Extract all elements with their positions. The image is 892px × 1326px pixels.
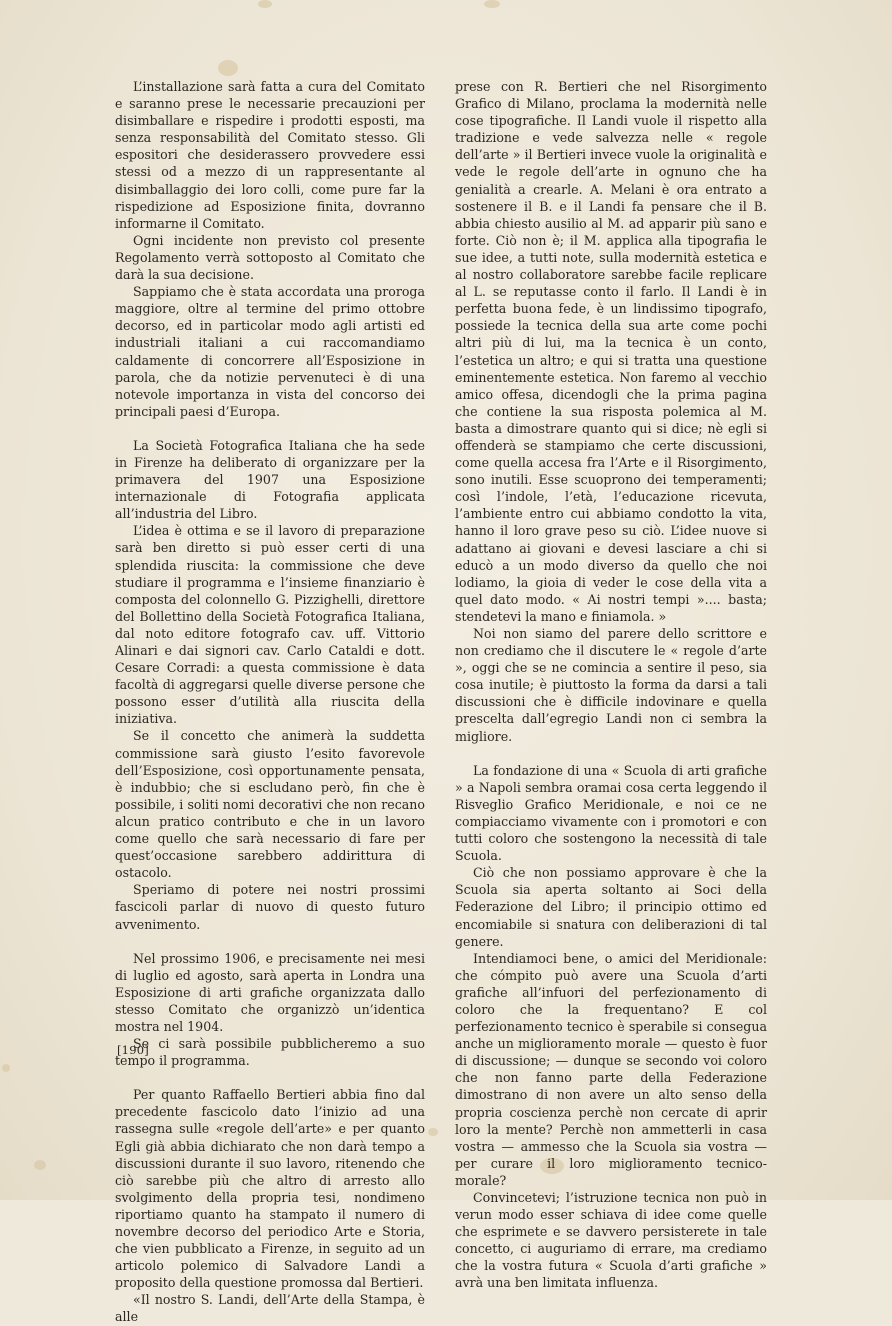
paragraph: Se ci sarà possibile pubblicheremo a suo tempo il programma. xyxy=(115,1036,425,1069)
page-number: [190] xyxy=(117,1043,149,1057)
paragraph: Per quanto Raffaello Bertieri abbia fino dal precedente fascicolo dato l’inizio ad una rassegna sulle «regole dell’arte» e per quanto Egli già abbia dichiarato che non darà tempo a discussioni durante il suo lavoro, ritenendo che ciò sarebbe più che altro di arresto allo svolgimento della propria tesi, nondimeno riportiamo quanto ha stampato il numero di novembre decorso del periodico Arte e Storia, che vien pubblicato a Firenze, in seguito ad un articolo polemico di Salvadore Landi a proposito della questione promossa dal Bertieri. xyxy=(115,1087,425,1291)
paper-stain xyxy=(258,0,272,8)
left-text-column xyxy=(115,78,425,1326)
paragraph: «Il nostro S. Landi, dell’Arte della Stampa, è alle xyxy=(115,1292,425,1325)
paragraph: Intendiamoci bene, o amici del Meridionale: che cómpito può avere una Scuola d’arti grafiche all’infuori del perfezionamento di coloro che la frequentano? E col perfezionamento tecnico è sperabile si consegua anche un miglioramento morale — questo è fuor di discussione; — dunque se secondo voi coloro che non fanno parte della Federazione dimostrano di non avere un alto senso della propria coscienza perchè non cercate di aprir loro la mente? Perchè non ammetterli in casa vostra — ammesso che la Scuola sia vostra — per curare il loro miglioramento tecnico-morale? xyxy=(455,950,767,1188)
paragraph: Convincetevi; l’istruzione tecnica non può in verun modo esser schiava di idee come quelle che esprimete e se davvero persisterete in tale concetto, ci auguriamo di errare, ma crediamo che la vostra futura « Scuola d’arti grafiche » avrà una ben limitata influenza. xyxy=(455,1190,767,1291)
paragraph: Se il concetto che animerà la suddetta commissione sarà giusto l’esito favorevole dell’Esposizione, così opportunamente pensata, è indubbio; che si escludano però, fin che è possibile, i soliti nomi decorativi che non recano alcun pratico contributo e che in un lavoro come quello che sarà necessario di fare per quest’occasione sarebbero addirittura di ostacolo. xyxy=(115,728,425,881)
paragraph: Ciò che non possiamo approvare è che la Scuola sia aperta soltanto ai Soci della Federazione del Libro; il principio ottimo ed encomiabile si snatura con deliberazioni di tal genere. xyxy=(455,865,767,949)
paragraph: La Società Fotografica Italiana che ha sede in Firenze ha deliberato di organizzare per la primavera del 1907 una Esposizione internazionale di Fotografia applicata all’industria del Libro. xyxy=(115,437,425,522)
paper-stain xyxy=(428,1128,438,1136)
paper-stain xyxy=(2,1064,10,1072)
paragraph: La fondazione di una « Scuola di arti grafiche » a Napoli sembra oramai cosa certa leggendo il Risveglio Grafico Meridionale, e noi ce ne compiacciamo vivamente con i promotori e con tutti coloro che sostengono la necessità di tale Scuola. xyxy=(455,762,767,864)
paragraph: Nel prossimo 1906, e precisamente nei mesi di luglio ed agosto, sarà aperta in Londra una Esposizione di arti grafiche organizzata dallo stesso Comitato che organizzò un’identica mostra nel 1904. xyxy=(115,950,425,1034)
paper-stain xyxy=(484,0,500,8)
paragraph: Ogni incidente non previsto col presente Regolamento verrà sottoposto al Comitato che darà la sua decisione. xyxy=(115,232,425,283)
right-text-column xyxy=(455,78,767,1292)
paragraph: Speriamo di potere nei nostri prossimi fascicoli parlar di nuovo di questo futuro avvenimento. xyxy=(115,882,425,932)
paper-stain xyxy=(34,1160,46,1170)
paragraph: Sappiamo che è stata accordata una proroga maggiore, oltre al termine del primo ottobre decorso, ed in particolar modo agli artisti ed industriali italiani a cui raccomandiamo caldamente di concorrere all’Esposizione in parola, che da notizie pervenuteci è di una notevole importanza in vista del concorso dei principali paesi d’Europa. xyxy=(115,284,425,419)
paper-stain xyxy=(218,60,238,76)
paragraph: L’idea è ottima e se il lavoro di preparazione sarà ben diretto si può esser certi di una splendida riuscita: la commissione che deve studiare il programma e l’insieme finanziario è composta del colonnello G. Pizzighelli, direttore del Bollettino della Società Fotografica Italiana, dal noto editore fotografo cav. uff. Vittorio Alinari e dai signori cav. Carlo Cataldi e dott. Cesare Corradi: a questa commissione è data facoltà di aggregarsi quelle diverse persone che possono esser d’utilità alla riuscita della iniziativa. xyxy=(115,523,425,727)
paragraph: Noi non siamo del parere dello scrittore e non crediamo che il discutere le « regole d’arte », oggi che se ne comincia a sentire il peso, sia cosa inutile; è piuttosto la forma da darsi a tali discussioni che è difficile indovinare e quella prescelta dall’egregio Landi non ci sembra la migliore. xyxy=(455,626,767,744)
paragraph: prese con R. Bertieri che nel Risorgimento Grafico di Milano, proclama la modernità nelle cose tipografiche. Il Landi vuole il rispetto alla tradizione e vede salvezza nelle « regole dell’arte » il Bertieri invece vuole la originalità e vede le regole dell’arte in ognuno che ha genialità a crearle. A. Melani è ora entrato a sostenere il B. e il Landi fa pensare che il B. abbia chiesto ausilio al M. ad apparir più sano e forte. Ciò non è; il M. applica alla tipografia le sue idee, a tutti note, sulla modernità estetica e al nostro collaboratore sarebbe facile replicare al L. se reputasse conto il farlo. Il Landi è in perfetta buona fede, è un lindissimo tipografo, possiede la tecnica della sua arte come pochi altri più di lui, ma la tecnica è un conto, l’estetica un altro; e qui si tratta una questione eminentemente estetica. Non faremo al vecchio amico offesa, dicendogli che la prima pagina che contiene la sua risposta polemica al M. basta a dimostrare quanto qui si dice; nè egli si offenderà se stampiamo che certe discussioni, come quella accesa fra l’Arte e il Risorgimento, sono inutili. Esse scuoprono dei temperamenti; così l’indole, l’età, l’educazione ricevuta, l’ambiente entro cui abbiamo condotto la vita, hanno il loro grave peso su ciò. L’idee nuove si adattano ai giovani e devesi lasciare a chi si educò a un modo diverso da quello che noi lodiamo, la gioia di veder le cose della vita a quel dato modo. « Ai nostri tempi ».... basta; stendetevi la mano e finiamola. » xyxy=(455,79,767,624)
paragraph: L’installazione sarà fatta a cura del Comitato e saranno prese le necessarie precauzioni per disimballare e rispedire i prodotti esposti, ma senza responsabilità del Comitato stesso. Gli espositori che desiderassero provvedere essi stessi od a mezzo di un rappresentante al disimballaggio dei loro colli, come pure far la rispedizione ad Esposizione finita, dovranno informarne il Comitato. xyxy=(115,79,425,231)
